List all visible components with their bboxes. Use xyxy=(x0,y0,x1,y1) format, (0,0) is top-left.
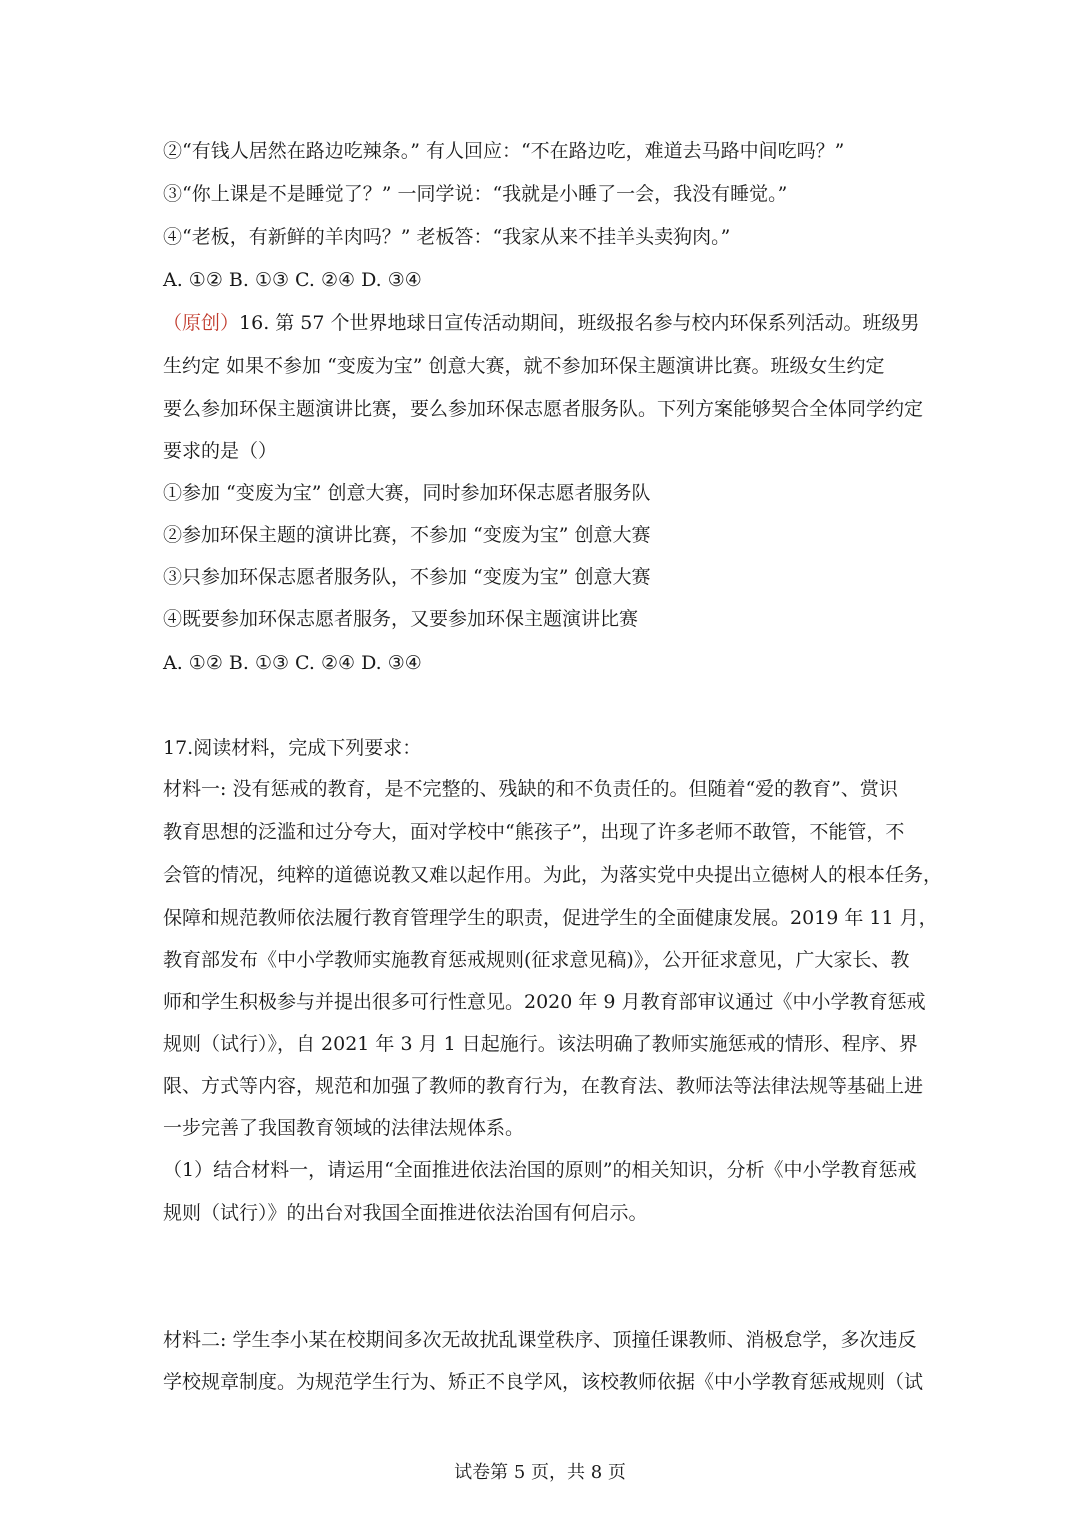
q16-stem-line-3: 要么参加环保主题演讲比赛，要么参加环保志愿者服务队。下列方案能够契合全体同学约定 xyxy=(163,398,924,420)
q17-material1-line: 限、方式等内容，规范和加强了教师的教育行为，在教育法、教师法等法律法规等基础上进 xyxy=(163,1075,924,1097)
q17-material1-line: 材料一: 没有惩戒的教育，是不完整的、残缺的和不负责任的。但随着“爱的教育”、赏识 xyxy=(163,778,898,800)
q16-stem-line-1: （原创）16. 第 57 个世界地球日宣传活动期间，班级报名参与校内环保系列活动。班级男 xyxy=(163,312,920,334)
q16-option-3: ③只参加环保志愿者服务队，不参加 “变废为宝” 创意大赛 xyxy=(163,566,651,588)
q17-material1-line: 教育部发布《中小学教师实施教育惩戒规则(征求意见稿)》，公开征求意见，广大家长、教 xyxy=(163,949,910,971)
q15-option-3: ③“你上课是不是睡觉了？” 一同学说：“我就是小睡了一会，我没有睡觉。” xyxy=(163,183,788,205)
q17-heading: 17.阅读材料，完成下列要求： xyxy=(163,737,422,759)
q17-sub1-line: 规则（试行）》的出台对我国全面推进依法治国有何启示。 xyxy=(163,1202,648,1224)
q16-answer-choices: A. ①② B. ①③ C. ②④ D. ③④ xyxy=(163,652,422,674)
q15-answer-choices: A. ①② B. ①③ C. ②④ D. ③④ xyxy=(163,269,422,291)
q16-option-1: ①参加 “变废为宝” 创意大赛，同时参加环保志愿者服务队 xyxy=(163,482,651,504)
page-footer: 试卷第 5 页，共 8 页 xyxy=(454,1462,626,1483)
q17-material2-line: 学校规章制度。为规范学生行为、矫正不良学风，该校教师依据《中小学教育惩戒规则（试 xyxy=(163,1371,924,1393)
q15-option-4: ④“老板，有新鲜的羊肉吗？” 老板答：“我家从来不挂羊头卖狗肉。” xyxy=(163,226,731,248)
q16-stem-line-4: 要求的是（） xyxy=(163,440,278,462)
q15-option-2: ②“有钱人居然在路边吃辣条。” 有人回应：“不在路边吃，难道去马路中间吃吗？” xyxy=(163,140,845,162)
q17-material1-line: 规则（试行）》，自 2021 年 3 月 1 日起施行。该法明确了教师实施惩戒的情形、程序、界 xyxy=(163,1033,918,1055)
q17-material2-line: 材料二: 学生李小某在校期间多次无故扰乱课堂秩序、顶撞任课教师、消极怠学，多次违反 xyxy=(163,1329,917,1351)
q17-material1-line: 师和学生积极参与并提出很多可行性意见。2020 年 9 月教育部审议通过《中小学教育惩戒 xyxy=(163,991,926,1013)
q17-sub1-line: （1）结合材料一，请运用“全面推进依法治国的原则”的相关知识，分析《中小学教育惩戒 xyxy=(163,1159,917,1181)
q16-stem-line-2: 生约定 如果不参加 “变废为宝” 创意大赛，就不参加环保主题演讲比赛。班级女生约定 xyxy=(163,355,885,377)
q17-material1-line: 一步完善了我国教育领域的法律法规体系。 xyxy=(163,1117,525,1139)
original-tag: （原创） xyxy=(163,312,240,334)
q16-option-4: ④既要参加环保志愿者服务，又要参加环保主题演讲比赛 xyxy=(163,608,639,630)
q17-material1-line: 保障和规范教师依法履行教育管理学生的职责，促进学生的全面健康发展。2019 年 11 月， xyxy=(163,907,938,929)
q16-option-2: ②参加环保主题的演讲比赛，不参加 “变废为宝” 创意大赛 xyxy=(163,524,651,546)
q17-material1-line: 教育思想的泛滥和过分夸大，面对学校中“熊孩子”，出现了许多老师不敢管，不能管，不 xyxy=(163,821,905,843)
q17-material1-line: 会管的情况，纯粹的道德说教又难以起作用。为此，为落实党中央提出立德树人的根本任务， xyxy=(163,864,943,886)
